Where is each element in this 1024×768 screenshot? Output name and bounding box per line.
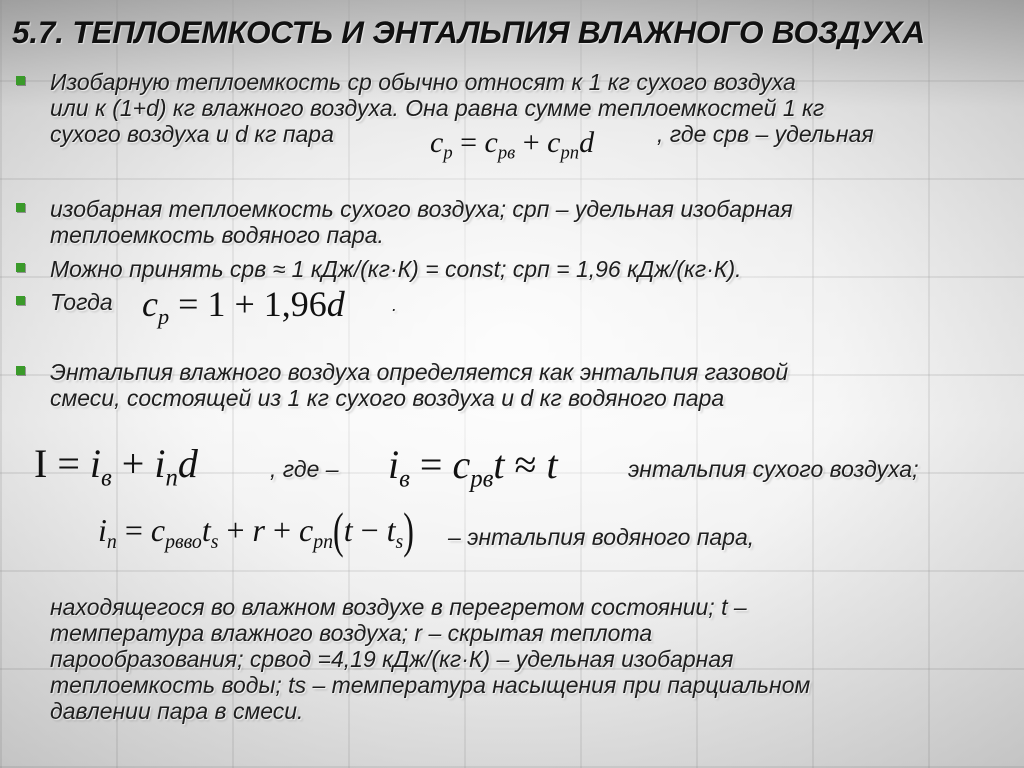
bullet3-text: Можно принять срв ≈ 1 кДж/(кг·К) = const; срп = 1,96 кДж/(кг·К). <box>50 256 742 282</box>
paragraph-line: температура влажного воздуха; r – скрытая теплота <box>50 620 653 646</box>
bullet-marker <box>16 263 25 272</box>
closing-paragraph <box>50 594 810 724</box>
bullet-marker <box>16 296 25 305</box>
bullet5-line2: смеси, состоящей из 1 кг сухого воздуха и d кг водяного пара <box>50 385 725 411</box>
bullet2-line1: изобарная теплоемкость сухого воздуха; срп – удельная изобарная <box>50 196 793 222</box>
bullet1-line3-end: , где срв – удельная <box>657 121 874 147</box>
vapor-description: – энтальпия водяного пара, <box>448 524 755 550</box>
bullet1-line3-start: сухого воздуха и d кг пара <box>50 121 334 147</box>
dry-air-description: энтальпия сухого воздуха; <box>628 456 919 482</box>
bullet2-text <box>50 196 793 248</box>
bullet-marker <box>16 76 25 85</box>
bullet5-text <box>50 359 788 411</box>
slide-title: 5.7. ТЕПЛОЕМКОСТЬ И ЭНТАЛЬПИЯ ВЛАЖНОГО ВОЗДУХА <box>12 14 925 50</box>
paragraph-line: парообразования; срвод =4,19 кДж/(кг·К) – удельная изобарная <box>50 646 734 672</box>
bullet4-text: Тогда <box>50 289 113 315</box>
bullet5-line1: Энтальпия влажного воздуха определяется как энтальпия газовой <box>50 359 789 385</box>
bullet1-line1: Изобарную теплоемкость ср обычно относят к 1 кг сухого воздуха <box>50 69 796 95</box>
bullet2-line2: теплоемкость водяного пара. <box>50 222 384 248</box>
bullet1-line2: или к (1+d) кг влажного воздуха. Она равна сумме теплоемкостей 1 кг <box>50 95 825 121</box>
formula-cp-value: $c_p = 1 + 1,96d$ <box>142 284 345 329</box>
bullet4-tail: . <box>392 295 398 315</box>
where-text: , где – <box>270 456 339 482</box>
formula-cp-sum: $c_p = c_{pв} + c_{pп}d$ <box>430 126 595 164</box>
paragraph-line: давлении пара в смеси. <box>50 698 304 724</box>
paragraph-line: теплоемкость воды; ts – температура насыщения при парциальном <box>50 672 811 698</box>
bullet-marker <box>16 203 25 212</box>
formula-enthalpy: $I = i_в + i_пd$ <box>34 441 198 492</box>
bullet-marker <box>16 366 25 375</box>
paragraph-line: находящегося во влажном воздухе в перегретом состоянии; t – <box>50 594 747 620</box>
formula-dry-air-enthalpy: $i_в = c_{pв}t \approx t$ <box>388 442 558 493</box>
formula-vapor-enthalpy: $i_п = c_{pвво}t_s + r + c_{pп}(t - t_s)$ <box>98 501 414 558</box>
